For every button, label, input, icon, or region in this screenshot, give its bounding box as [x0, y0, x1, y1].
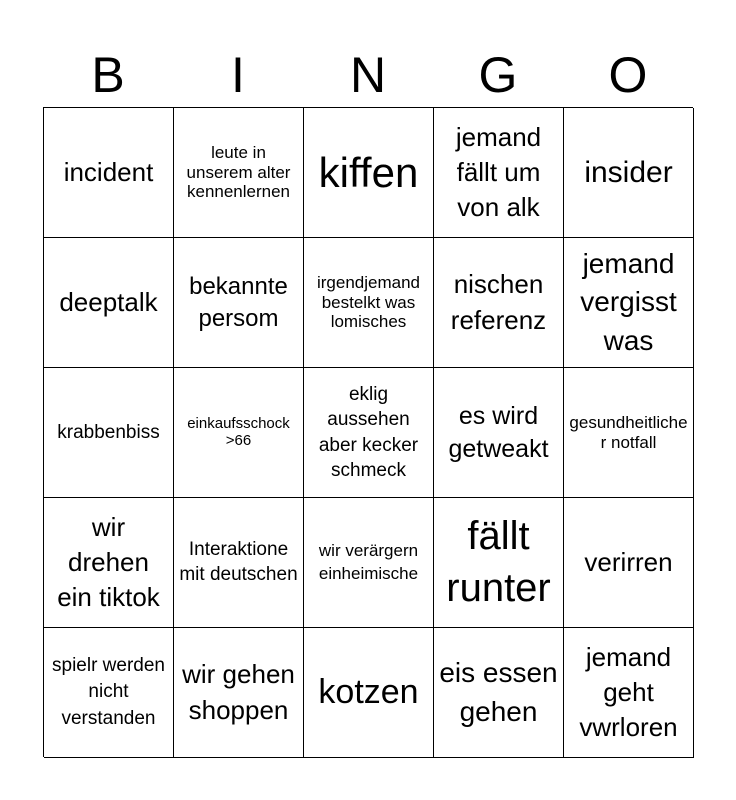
- bingo-cell[interactable]: [174, 628, 304, 758]
- cell-text: jemand vergisst was: [580, 248, 677, 356]
- cell-text: eklig aussehen aber kecker schmeck: [318, 384, 419, 481]
- cell-text: es wird getweakt: [448, 401, 549, 463]
- cell-text: Interaktione mit deutschen: [179, 538, 298, 585]
- bingo-cell[interactable]: [44, 628, 174, 758]
- bingo-cell[interactable]: [304, 108, 434, 238]
- cell-text: incident: [63, 156, 154, 187]
- bingo-cell[interactable]: [434, 368, 564, 498]
- cell-text: insider: [584, 155, 673, 189]
- cell-text: spielr werden nicht verstanden: [52, 654, 165, 729]
- bingo-cell[interactable]: [564, 238, 694, 368]
- cell-text: kotzen: [318, 673, 419, 712]
- cell-text: wir verärgern einheimische: [318, 541, 419, 583]
- bingo-cell[interactable]: [44, 238, 174, 368]
- cell-text: leute in unserem alter kennenlernen: [186, 142, 291, 202]
- bingo-cell[interactable]: [304, 498, 434, 628]
- bingo-cell[interactable]: [434, 238, 564, 368]
- header-letter-n: N: [349, 47, 387, 103]
- bingo-cell[interactable]: [564, 498, 694, 628]
- bingo-cell[interactable]: [564, 628, 694, 758]
- cell-text: deeptalk: [59, 286, 158, 317]
- cell-text: wir drehen ein tiktok: [57, 511, 160, 613]
- cell-text: gesundheitlicher notfall: [569, 412, 688, 452]
- header-letter-o: O: [608, 47, 648, 103]
- bingo-cell[interactable]: [434, 498, 564, 628]
- bingo-cell[interactable]: [174, 108, 304, 238]
- bingo-cell[interactable]: [174, 498, 304, 628]
- cell-text: bekannte persom: [189, 272, 288, 332]
- cell-text: krabbenbiss: [57, 421, 160, 443]
- bingo-cell[interactable]: [564, 108, 694, 238]
- bingo-cell[interactable]: [434, 628, 564, 758]
- cell-text: einkaufsschock >66: [187, 414, 290, 449]
- bingo-header: [43, 44, 693, 106]
- cell-text: fällt runter: [446, 514, 551, 610]
- bingo-cell[interactable]: [304, 628, 434, 758]
- cell-text: wir gehen shoppen: [182, 659, 295, 725]
- bingo-cell[interactable]: [434, 108, 564, 238]
- bingo-board: [43, 107, 693, 757]
- header-letter-i: I: [231, 47, 245, 103]
- bingo-cell[interactable]: [174, 368, 304, 498]
- bingo-cell[interactable]: [304, 368, 434, 498]
- bingo-cell[interactable]: [304, 238, 434, 368]
- cell-text: jemand fällt um von alk: [455, 121, 542, 223]
- bingo-cell[interactable]: [44, 498, 174, 628]
- cell-text: verirren: [584, 546, 673, 577]
- cell-text: nischen referenz: [450, 269, 547, 335]
- cell-text: eis essen gehen: [439, 657, 558, 727]
- bingo-cell[interactable]: [564, 368, 694, 498]
- header-letter-g: G: [478, 47, 518, 103]
- header-letter-b: B: [91, 47, 125, 103]
- bingo-cell[interactable]: [44, 108, 174, 238]
- cell-text: irgendjemand bestelkt was lomisches: [316, 272, 420, 332]
- bingo-cell[interactable]: [44, 368, 174, 498]
- cell-text: jemand geht vwrloren: [579, 641, 678, 743]
- cell-text: kiffen: [318, 148, 419, 196]
- bingo-cell[interactable]: [174, 238, 304, 368]
